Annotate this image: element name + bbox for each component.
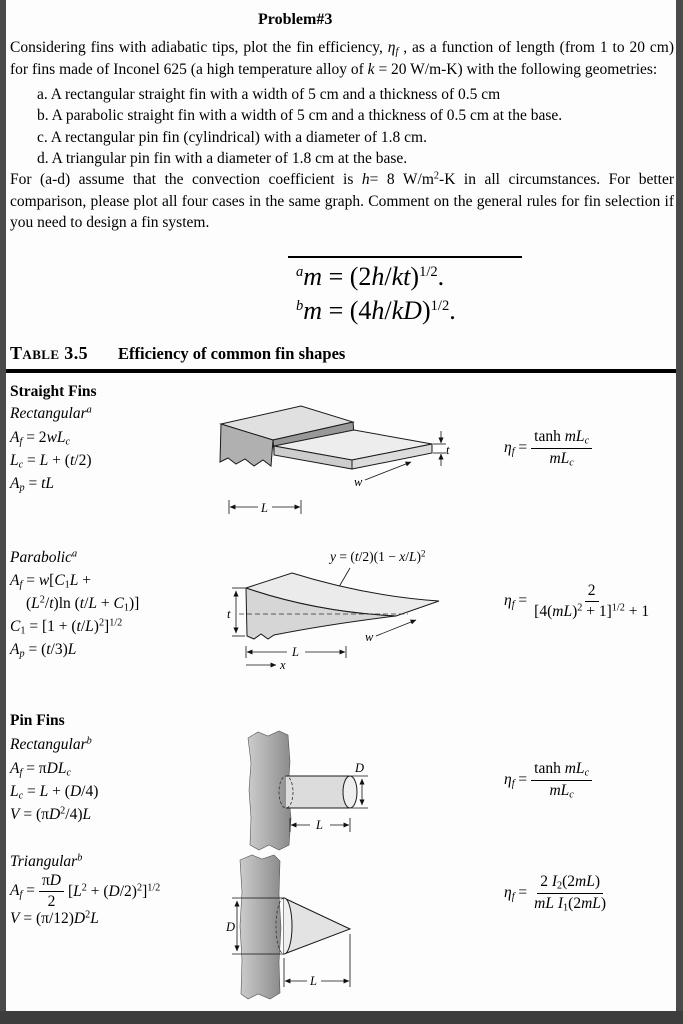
text-segment: = 20 W/m-K) with the following geometries: [374,60,658,78]
text-segment: C [113,595,124,612]
text-segment: For (a-d) assume that the convection coefficient is [10,171,362,188]
section-straight-fins: Straight Fins [10,383,97,400]
text-segment: 1/2 [147,882,161,894]
text-segment: )] [129,595,140,612]
figure-conical-pin-fin [224,852,369,1004]
text-segment: = (π [19,806,49,823]
eta-lead [504,592,527,611]
text-segment: c [584,435,590,447]
text-segment: + 1] [582,603,612,620]
text-segment: mL [549,449,570,467]
text-segment: L [88,595,98,612]
thickness-dimension [232,588,245,636]
text-segment: h [361,171,370,188]
fin-name-triangular-pin [10,853,82,871]
text-segment: A [10,641,20,658]
text-segment: L [10,783,19,800]
text-segment: c [18,790,24,802]
text-segment: . [437,262,445,291]
dim-label-L: L [261,501,268,515]
formula-Af-parabolic-1 [10,572,91,591]
text-segment: f [19,767,23,779]
text-segment: f [19,579,23,591]
text-segment: 2 [39,594,45,606]
dim-label-w: w [354,475,363,489]
text-segment: D [48,806,61,823]
fin-name-rectangular-straight [10,405,92,423]
text-segment: 2 [557,880,563,892]
text-segment: + ( [48,452,70,469]
text-segment: mL [575,873,595,890]
text-segment: x [399,549,406,564]
text-segment: -K in all circumstances. For better comparison, please plot all four cases in the same graph. Comment on the general rules for fin selection if you need to design a fin system. [10,171,675,231]
dim-label-L: L [292,645,299,659]
text-segment: y [330,549,336,564]
fraction-numerator [537,873,603,894]
text-segment: ) [416,549,422,564]
text-segment: , as a function of length (from 1 to 20 cm) for fins made of Inconel 625 (a high temperature alloy of [10,39,674,78]
text-segment: p [19,482,25,494]
text-segment: + ( [86,882,109,900]
text-segment: = [1 + ( [25,618,77,635]
text-segment: c [569,457,574,469]
eta-lead [504,884,527,903]
fraction-denominator [546,781,576,801]
text-segment: A [10,429,20,446]
text-segment: m [303,296,323,325]
text-segment: )ln ( [53,595,80,612]
text-segment: mL [552,603,573,620]
text-segment: L [85,618,94,635]
text-segment: Rectangular [10,736,87,753]
text-segment: (2 [562,873,576,890]
text-segment: 2 [136,882,143,894]
text-segment: = [23,783,40,800]
text-segment: 2 [60,805,66,817]
equation-m-straight [296,262,444,292]
text-segment: t [79,595,85,612]
text-segment: 2 [577,602,583,614]
text-segment: L [82,806,92,823]
text-segment: p [19,648,25,660]
text-segment: f [511,778,515,790]
text-segment: f [511,599,515,611]
formula-Ap-parabolic [10,641,76,660]
text-segment: [ [67,882,74,900]
eta-fraction [531,582,652,621]
text-segment: Considering fins with adiabatic tips, plot the fin efficiency, [10,39,388,56]
text-segment: 1 [20,625,26,637]
geometry-item-c: c. A rectangular pin fin (cylindrical) with a diameter of 1.8 cm. [37,128,427,146]
fin-name-rectangular-pin [10,736,92,754]
wall-shape [248,731,291,850]
efficiency-triangular-pin [504,873,609,914]
efficiency-rectangular-straight [504,428,592,469]
fraction-denominator [531,602,652,621]
text-segment: kt [391,262,411,291]
text-segment: = ( [336,549,355,564]
text-segment: /2) [119,882,137,900]
text-segment: /2) [74,452,92,469]
text-segment: 2 [540,873,552,890]
text-segment: A [10,475,20,492]
formula-Ap-rect-straight [10,475,54,494]
text-segment: η [504,592,512,610]
fraction-numerator [39,872,64,892]
thickness-dimension [433,431,446,466]
text-segment: D [108,882,120,900]
text-segment: A [10,760,20,777]
text-segment: t [76,618,81,635]
text-segment: 1/2 [430,297,450,314]
fraction-numerator [585,582,599,602]
convection-paragraph [10,169,674,234]
text-segment: c [66,767,72,779]
dim-label-x: x [280,658,286,672]
text-segment: c [569,789,574,801]
text-segment: 1 [123,602,129,614]
dim-label-t: t [446,443,450,457]
text-segment: w [38,572,50,589]
formula-V-tri-pin [10,910,99,928]
text-segment: b [77,852,83,864]
cone-body [284,898,350,954]
text-segment: π [41,872,50,889]
text-segment: η [387,39,396,56]
geometry-item-d: d. A triangular pin fin with a diameter of 1.8 cm at the base. [37,149,408,167]
text-segment: = [22,882,35,900]
fraction-numerator [531,760,592,781]
text-segment: = (2 [322,262,372,291]
text-segment: = (4 [322,296,372,325]
text-segment: /2)(1 − [358,549,400,564]
page-edge-bottom [0,1011,683,1024]
eta-lead [504,439,527,458]
text-segment: f [395,46,399,58]
equation-m-pin [296,296,456,326]
intro-paragraph [10,37,674,80]
text-segment: L [69,572,79,589]
text-segment: b [86,735,92,747]
text-segment: η [504,770,512,788]
text-segment: h [371,296,385,325]
text-segment: A [10,882,20,900]
text-segment: Triangular [10,853,78,870]
text-segment: m [303,262,323,291]
text-segment: f [19,436,23,448]
text-segment: tL [41,475,55,492]
text-segment: 2 [587,582,596,599]
figure-rectangular-straight-fin [203,400,455,525]
text-segment: L [90,910,99,927]
text-segment: A [10,572,20,589]
table-heading [10,343,345,364]
text-segment: b [296,297,304,314]
parabolic-curve-equation [330,549,425,565]
fin-name-parabolic [10,549,77,567]
text-segment: t [354,549,359,564]
eta-fraction [531,873,609,914]
text-segment: f [19,889,23,901]
text-segment: L [73,882,82,900]
text-segment: ) [572,603,578,620]
eta-lead [504,771,527,790]
formula-Lc-rect-straight [10,452,91,471]
text-segment: mL [581,894,601,912]
text-segment: c [65,436,71,448]
text-segment: V [10,806,20,823]
text-segment: mL [564,760,585,777]
text-segment: 2 [81,882,87,894]
text-segment: = [24,475,42,492]
text-segment: 1 [563,902,569,914]
text-segment: . [449,296,456,325]
text-segment: L [39,452,49,469]
figure-cylindrical-pin-fin [238,726,373,856]
text-segment: mL [549,781,570,799]
text-segment: η [504,438,512,456]
text-segment: Parabolic [10,549,72,566]
page-edge-left [0,0,6,1024]
geometry-item-a: a. A rectangular straight fin with a width of 5 cm and a thickness of 0.5 cm [37,86,501,103]
efficiency-parabolic [504,582,652,621]
text-segment: L [31,595,40,612]
text-segment: = (π/12) [19,910,74,927]
formula-fraction [39,872,64,911]
text-segment: (2 [568,894,582,912]
text-segment: + 1 [624,603,650,620]
text-segment: / [80,618,86,635]
text-segment: / [44,595,50,612]
wall-shape [240,855,281,999]
text-segment: ) [594,873,601,890]
table-title: Efficiency of common fin shapes [118,344,346,363]
text-segment: ) [421,296,431,325]
text-segment: L [39,783,49,800]
text-segment: 2 [421,548,426,559]
text-segment: k [367,60,375,78]
text-segment: L [10,452,19,469]
section-pin-fins: Pin Fins [10,712,65,729]
formula-Af-rect-pin [10,760,71,779]
text-segment: / [384,262,392,291]
text-segment: = [23,452,40,469]
text-segment: mL [534,894,554,912]
text-segment: ) [410,262,420,291]
figure-parabolic-fin [226,548,448,673]
text-segment: L [409,549,417,564]
text-segment: = [514,592,528,610]
text-segment: /4) [65,806,83,823]
table-label: Table 3.5 [10,343,89,363]
text-segment: t [69,452,75,469]
text-segment: /4) [81,783,99,800]
text-segment: / [384,296,392,325]
text-segment: ) [93,618,99,635]
text-segment: D [69,783,82,800]
efficiency-rectangular-pin [504,760,592,801]
text-segment: h [371,262,385,291]
text-segment: a [296,263,304,280]
text-segment: 2 [433,170,440,182]
text-segment: tanh [534,428,565,445]
text-segment: = [514,770,528,788]
text-segment: = 8 W/m [369,171,434,188]
text-segment: a [86,404,92,416]
text-segment: 1/2 [419,263,438,280]
text-segment: = [514,883,528,901]
formula-Af-parabolic-2 [26,595,139,614]
text-segment: ] [142,882,148,900]
formula-Af-tri-pin [10,872,160,911]
text-segment: DL [46,760,67,777]
text-segment: c [18,459,24,471]
equation-top-rule [288,256,522,258]
text-segment: + [78,572,92,589]
fraction-denominator [45,892,59,911]
text-segment: = [514,438,528,456]
text-segment: mL [564,428,585,445]
text-segment: /3) [50,641,68,658]
text-segment: 2 [98,617,105,629]
text-segment: a [72,548,78,560]
text-segment: = ( [24,641,47,658]
text-segment: V [10,910,20,927]
formula-lead [10,882,35,901]
text-segment: / [84,595,89,612]
text-segment: ] [104,618,110,635]
text-segment: C [10,618,21,635]
text-segment: ( [26,595,32,612]
dim-label-L: L [316,818,323,832]
dim-label-D: D [355,761,365,775]
text-segment: wL [46,429,66,446]
formula-Lc-rect-pin [10,783,98,802]
fraction-denominator [531,894,609,914]
width-arrow [376,620,416,636]
fraction-numerator [531,428,592,449]
formula-C1-parabolic [10,618,122,637]
text-segment: f [511,446,515,458]
text-segment: D [73,910,86,927]
text-segment: [4( [534,603,553,620]
text-segment: t [49,595,54,612]
text-segment: kD [391,296,422,325]
text-segment: Rectangular [10,405,87,422]
text-segment: L [67,641,77,658]
text-segment: c [584,767,590,779]
text-segment: C [54,572,65,589]
eta-fraction [531,760,592,801]
text-segment: ) [600,894,607,912]
cylinder-end-cap [343,776,357,808]
cylinder-body [286,776,350,808]
formula-V-rect-pin [10,806,91,824]
dim-label-t: t [227,607,231,621]
text-segment: 1/2 [611,602,625,614]
geometry-list [37,84,562,169]
text-segment: tanh [534,760,565,777]
geometry-item-b: b. A parabolic straight fin with a width of 5 cm and a thickness of 0.5 cm at the base. [37,107,563,125]
text-segment: [ [49,572,55,589]
text-segment: I [557,894,564,912]
formula-rest [68,883,160,901]
formula-Af-rect-straight [10,429,70,448]
text-segment: 2 [85,909,91,921]
text-segment: D [49,872,61,889]
text-segment: 1/2 [109,617,123,629]
text-segment: I [551,873,557,890]
text-segment: + ( [48,783,70,800]
dim-label-D: D [226,920,236,934]
text-segment: = 2 [22,429,47,446]
problem-title: Problem#3 [258,11,333,28]
dim-label-w: w [365,630,374,644]
table-heading-rule [6,369,676,373]
text-segment: = π [22,760,47,777]
text-segment: / [405,549,409,564]
text-segment: f [511,891,515,903]
dim-label-L: L [310,974,317,988]
text-segment: 1 [64,579,70,591]
text-segment: = [22,572,39,589]
text-segment: + [97,595,114,612]
text-segment: 2 [47,893,56,910]
text-segment: η [504,883,512,901]
fraction-denominator [546,449,576,469]
text-segment: t [46,641,51,658]
page-edge-right [676,0,683,1024]
eta-fraction [531,428,592,469]
